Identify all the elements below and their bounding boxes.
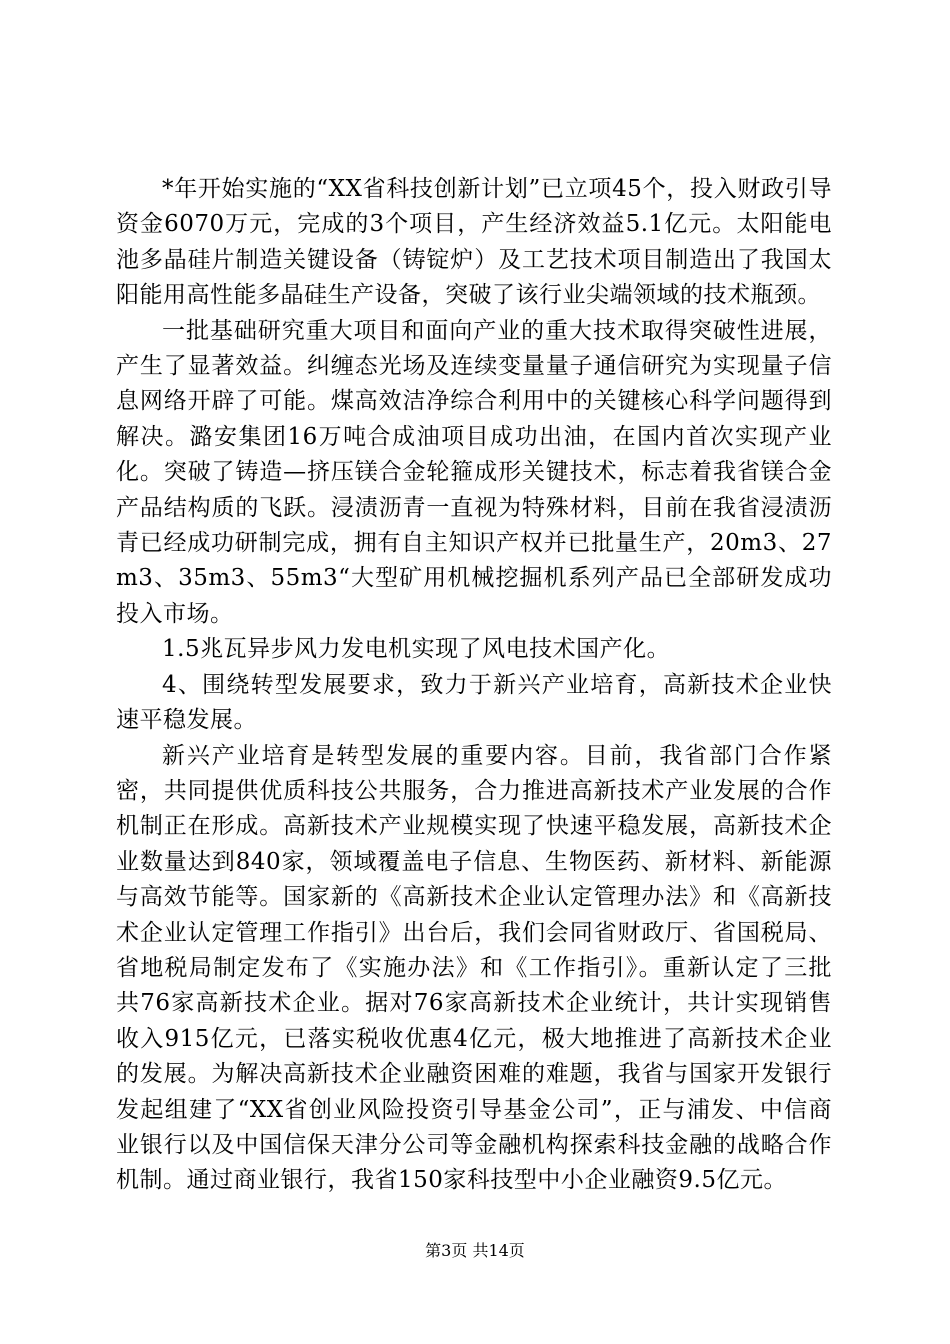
document-body — [116, 172, 832, 1199]
paragraph-high-tech-enterprises: 新兴产业培育是转型发展的重要内容。目前，我省部门合作紧密，共同提供优质科技公共服务，合力推进高新技术产业发展的合作机制正在形成。高新技术产业规模实现了快速平稳发展，高新技术企业数量达到840家，领域覆盖电子信息、生物医药、新材料、新能源与高效节能等。国家新的《高新技术企业认定管理办法》和《高新技术企业认定管理工作指引》出台后，我们会同省财政厅、省国税局、省地税局制定发布了《实施办法》和《工作指引》。重新认定了三批共76家高新技术企业。据对76家高新技术企业统计，共计实现销售收入915亿元，已落实税收优惠4亿元，极大地推进了高新技术企业的发展。为解决高新技术企业融资困难的难题，我省与国家开发银行发起组建了“XX省创业风险投资引导基金公司”，正与浦发、中信商业银行以及中国信保天津分公司等金融机构探索科技金融的战略合作机制。通过商业银行，我省150家科技型中小企业融资9.5亿元。 — [116, 742, 832, 1194]
paragraph-basic-research: 一批基础研究重大项目和面向产业的重大技术取得突破性进展，产生了显著效益。纠缠态光场及连续变量量子通信研究为实现量子信息网络开辟了可能。煤高效洁净综合利用中的关键核心科学问题得到解决。潞安集团16万吨合成油项目成功出油，在国内首次实现产业化。突破了铸造—挤压镁合金轮箍成形关键技术，标志着我省镁合金产品结构质的飞跃。浸渍沥青一直视为特殊材料，目前在我省浸渍沥青已经成功研制完成，拥有自主知识产权并已批量生产，20m3、27m3、35m3、55m3“大型矿用机械挖掘机系列产品已全部研发成功投入市场。 — [116, 317, 832, 627]
section-heading-emerging-industries: 4、围绕转型发展要求，致力于新兴产业培育，高新技术企业快速平稳发展。 — [116, 671, 832, 734]
paragraph-wind-power: 1.5兆瓦异步风力发电机实现了风电技术国产化。 — [162, 636, 671, 663]
paragraph-innovation-plan: *年开始实施的“XX省科技创新计划”已立项45个，投入财政引导资金6070万元，完成的3个项目，产生经济效益5.1亿元。太阳能电池多晶硅片制造关键设备（铸锭炉）及工艺技术项目制造出了我国太阳能用高性能多晶硅生产设备，突破了该行业尖端领域的技术瓶颈。 — [116, 176, 832, 309]
page-footer: 第3页 共14页 — [425, 1241, 525, 1260]
